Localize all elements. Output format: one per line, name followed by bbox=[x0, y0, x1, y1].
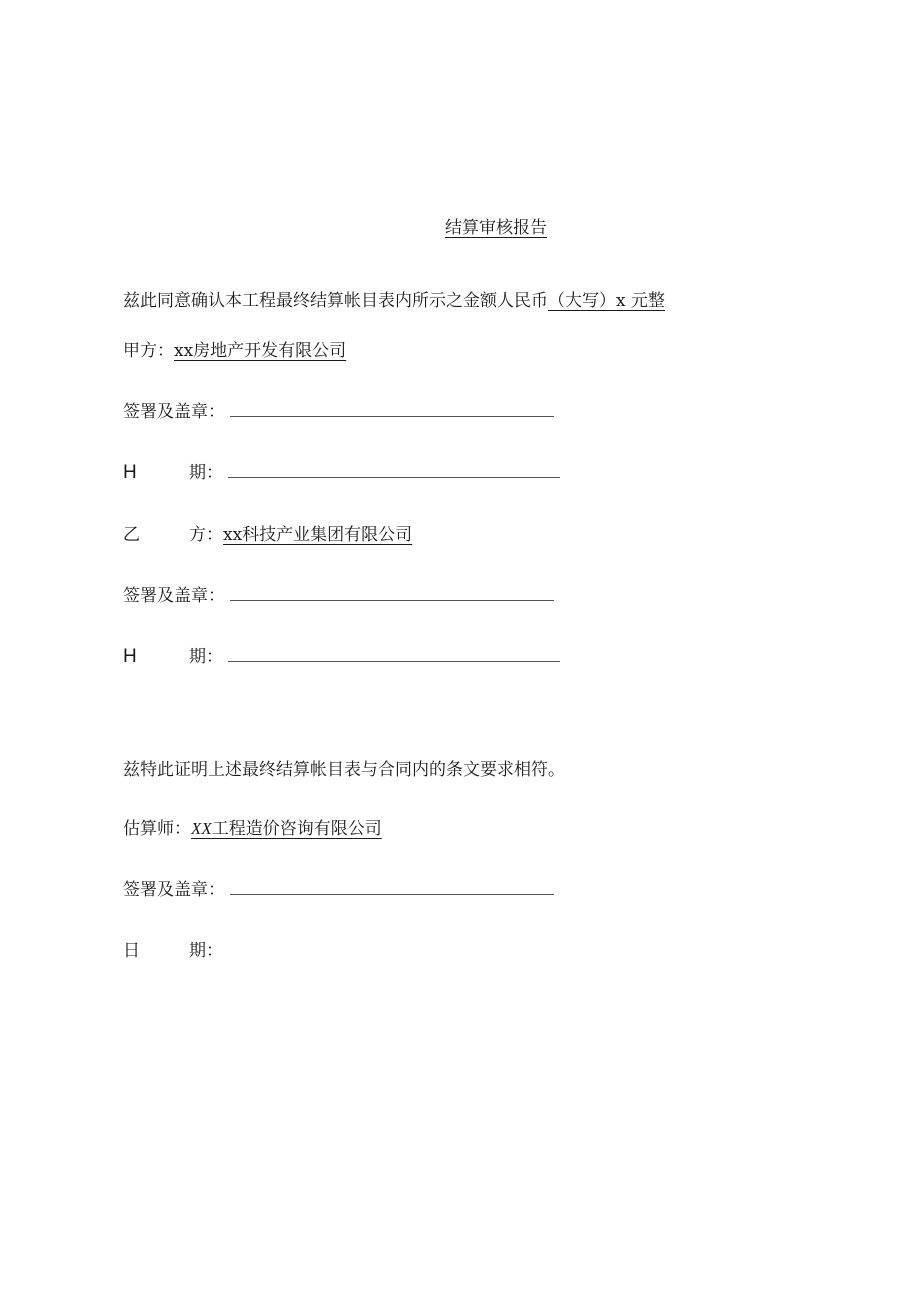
party-a-label: 甲方： bbox=[123, 341, 174, 361]
estimator-name-text: 工程造价咨询有限公司 bbox=[211, 819, 382, 839]
party-a-name: xx房地产开发有限公司 bbox=[174, 341, 347, 361]
estimator-signature-blank[interactable] bbox=[230, 880, 554, 895]
estimator-sign-label: 签署及盖章： bbox=[123, 880, 225, 900]
party-a-date-char1: H bbox=[123, 462, 137, 483]
party-b-date-blank[interactable] bbox=[228, 647, 560, 662]
estimator-name bbox=[191, 819, 382, 839]
party-b-label1: 乙 bbox=[123, 525, 140, 545]
party-a-date-char2: 期： bbox=[189, 463, 223, 483]
party-a-sign-label: 签署及盖章： bbox=[123, 402, 225, 422]
certification-statement: 兹特此证明上述最终结算帐目表与合同内的条文要求相符。 bbox=[123, 760, 565, 780]
party-a-signature-line bbox=[123, 400, 554, 424]
party-b-signature-blank[interactable] bbox=[230, 586, 554, 601]
estimator-line bbox=[123, 817, 382, 841]
estimator-signature-line bbox=[123, 878, 554, 902]
estimator-date-char2: 期： bbox=[189, 941, 223, 961]
estimator-name-latin: XX bbox=[191, 819, 212, 838]
party-b-line bbox=[123, 523, 412, 547]
party-b-name: xx科技产业集团有限公司 bbox=[223, 525, 413, 545]
estimator-date-line bbox=[123, 939, 223, 963]
estimator-date-char1: 日 bbox=[123, 941, 140, 961]
party-b-label2: 方： bbox=[189, 525, 223, 545]
party-b-date-char1: H bbox=[123, 646, 137, 667]
document-title: 结算审核报告 bbox=[445, 218, 547, 238]
estimator-label: 估算师： bbox=[123, 819, 191, 839]
party-a-date-blank[interactable] bbox=[228, 463, 560, 478]
party-b-signature-line bbox=[123, 584, 554, 608]
confirmation-statement bbox=[123, 289, 665, 313]
party-b-sign-label: 签署及盖章： bbox=[123, 586, 225, 606]
party-a-date-line bbox=[123, 461, 560, 485]
amount-in-words: （大写）x 元整 bbox=[548, 291, 665, 311]
party-b-date-char2: 期： bbox=[189, 647, 223, 667]
statement-text: 兹此同意确认本工程最终结算帐目表内所示之金额人民币 bbox=[123, 291, 548, 311]
party-a-signature-blank[interactable] bbox=[230, 402, 554, 417]
party-a-line bbox=[123, 339, 346, 363]
party-b-date-line bbox=[123, 645, 560, 669]
